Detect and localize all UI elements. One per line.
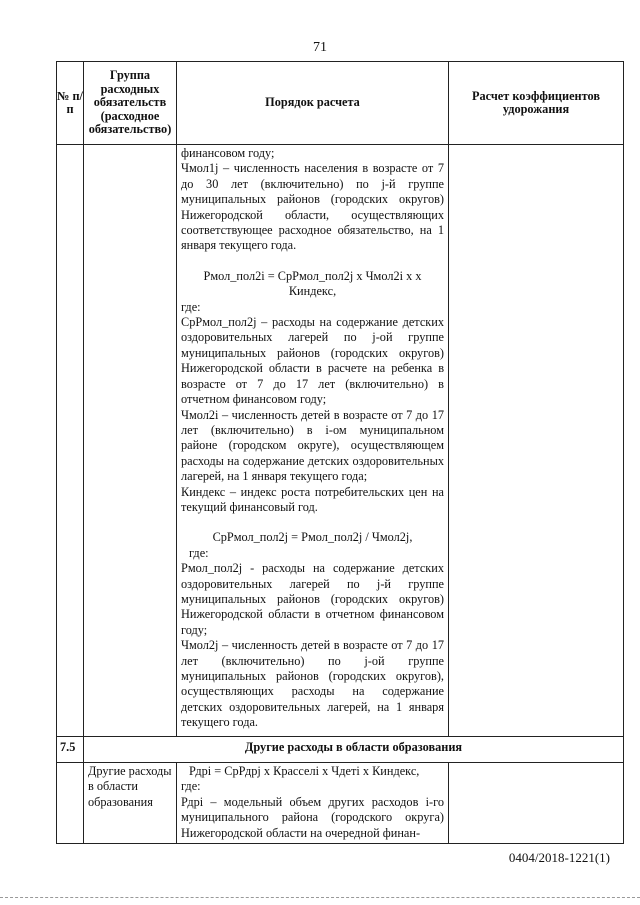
header-coef: Расчет коэффициентов удорожания (449, 62, 624, 145)
order-text (177, 763, 448, 843)
calculation-table (56, 61, 624, 844)
cell-group: Другие расходы в области образования (84, 763, 177, 844)
formula: СрРмол_пол2j = Рмол_пол2j / Чмол2j, (212, 530, 413, 545)
order-text (177, 145, 448, 733)
text-paragraph: Киндекс – индекс роста потребительских цен на текущий финансовый год. (181, 484, 444, 514)
cell-num-empty (57, 763, 84, 844)
cell-order (177, 145, 449, 737)
table-row (57, 763, 624, 844)
header-num: № п/п (57, 62, 84, 145)
table-row-continuation (57, 145, 624, 737)
table-header-row (57, 62, 624, 145)
text-paragraph: Рдрi – модельный объем других расходов i-го муниципального района (городского округа) Нижегородской области на очередной финан- (181, 794, 444, 840)
cell-num-empty (57, 145, 84, 737)
text-paragraph: Чмол2j – численность детей в возрасте от 7 до 17 лет (включительно) по j-ой группе муниципальных районов (городских округов), осуществляющих расходы на содержание детских оздоровительных лагерей, на 1 января текущего года. (181, 638, 444, 730)
header-order: Порядок расчета (177, 62, 449, 145)
cell-group-empty (84, 145, 177, 737)
section-number: 7.5 (57, 737, 84, 763)
formula: Рмол_пол2i = СрРмол_пол2j х Чмол2i х х Киндекс, (203, 268, 422, 299)
section-row (57, 737, 624, 763)
page-number: 71 (313, 40, 327, 55)
cell-order (177, 763, 449, 844)
section-title: Другие расходы в области образования (84, 737, 624, 763)
text-paragraph: Чмол1j – численность населения в возрасте от 7 до 30 лет (включительно) по j-й группе муниципальных районов (городских округов) Нижегородской области, осуществляющих соответствующее расходное обязательство, на 1 января текущего года. (181, 161, 444, 253)
cell-coef-empty (449, 145, 624, 737)
footer-divider (0, 897, 640, 899)
text-paragraph: Рмол_пол2j - расходы на содержание детских оздоровительных лагерей по j-й группе муниципальных районов (городских округов) Нижегородской области в отчетном финансовом году; (181, 561, 444, 637)
text-line: финансовом году; (181, 146, 275, 160)
formula: Рдрi = СрРдрj х Красселi х Чдетi х Киндекс, (189, 764, 420, 778)
where-label: где: (189, 545, 209, 560)
where-label: где: (181, 299, 201, 314)
where-label: где: (181, 779, 201, 794)
text-paragraph: СрРмол_пол2j – расходы на содержание детских оздоровительных лагерей по j-ой группе муниципальных районов (городских округов) Нижегородской области в расчете на ребенка в возрасте от 7 до 17 лет (включительно) в отчетном финансовом году; (181, 315, 444, 407)
header-group: Группа расходных обязательств (расходное обязательство) (84, 62, 177, 145)
text-paragraph: Чмол2i – численность детей в возрасте от 7 до 17 лет (включительно) в i-ом муниципальном районе (городском округе), осуществляющем расходы на содержание детских оздоровительных лагерей, на 1 января текущего года; (181, 407, 444, 484)
cell-coef-empty (449, 763, 624, 844)
document-code: 0404/2018-1221(1) (508, 850, 610, 865)
